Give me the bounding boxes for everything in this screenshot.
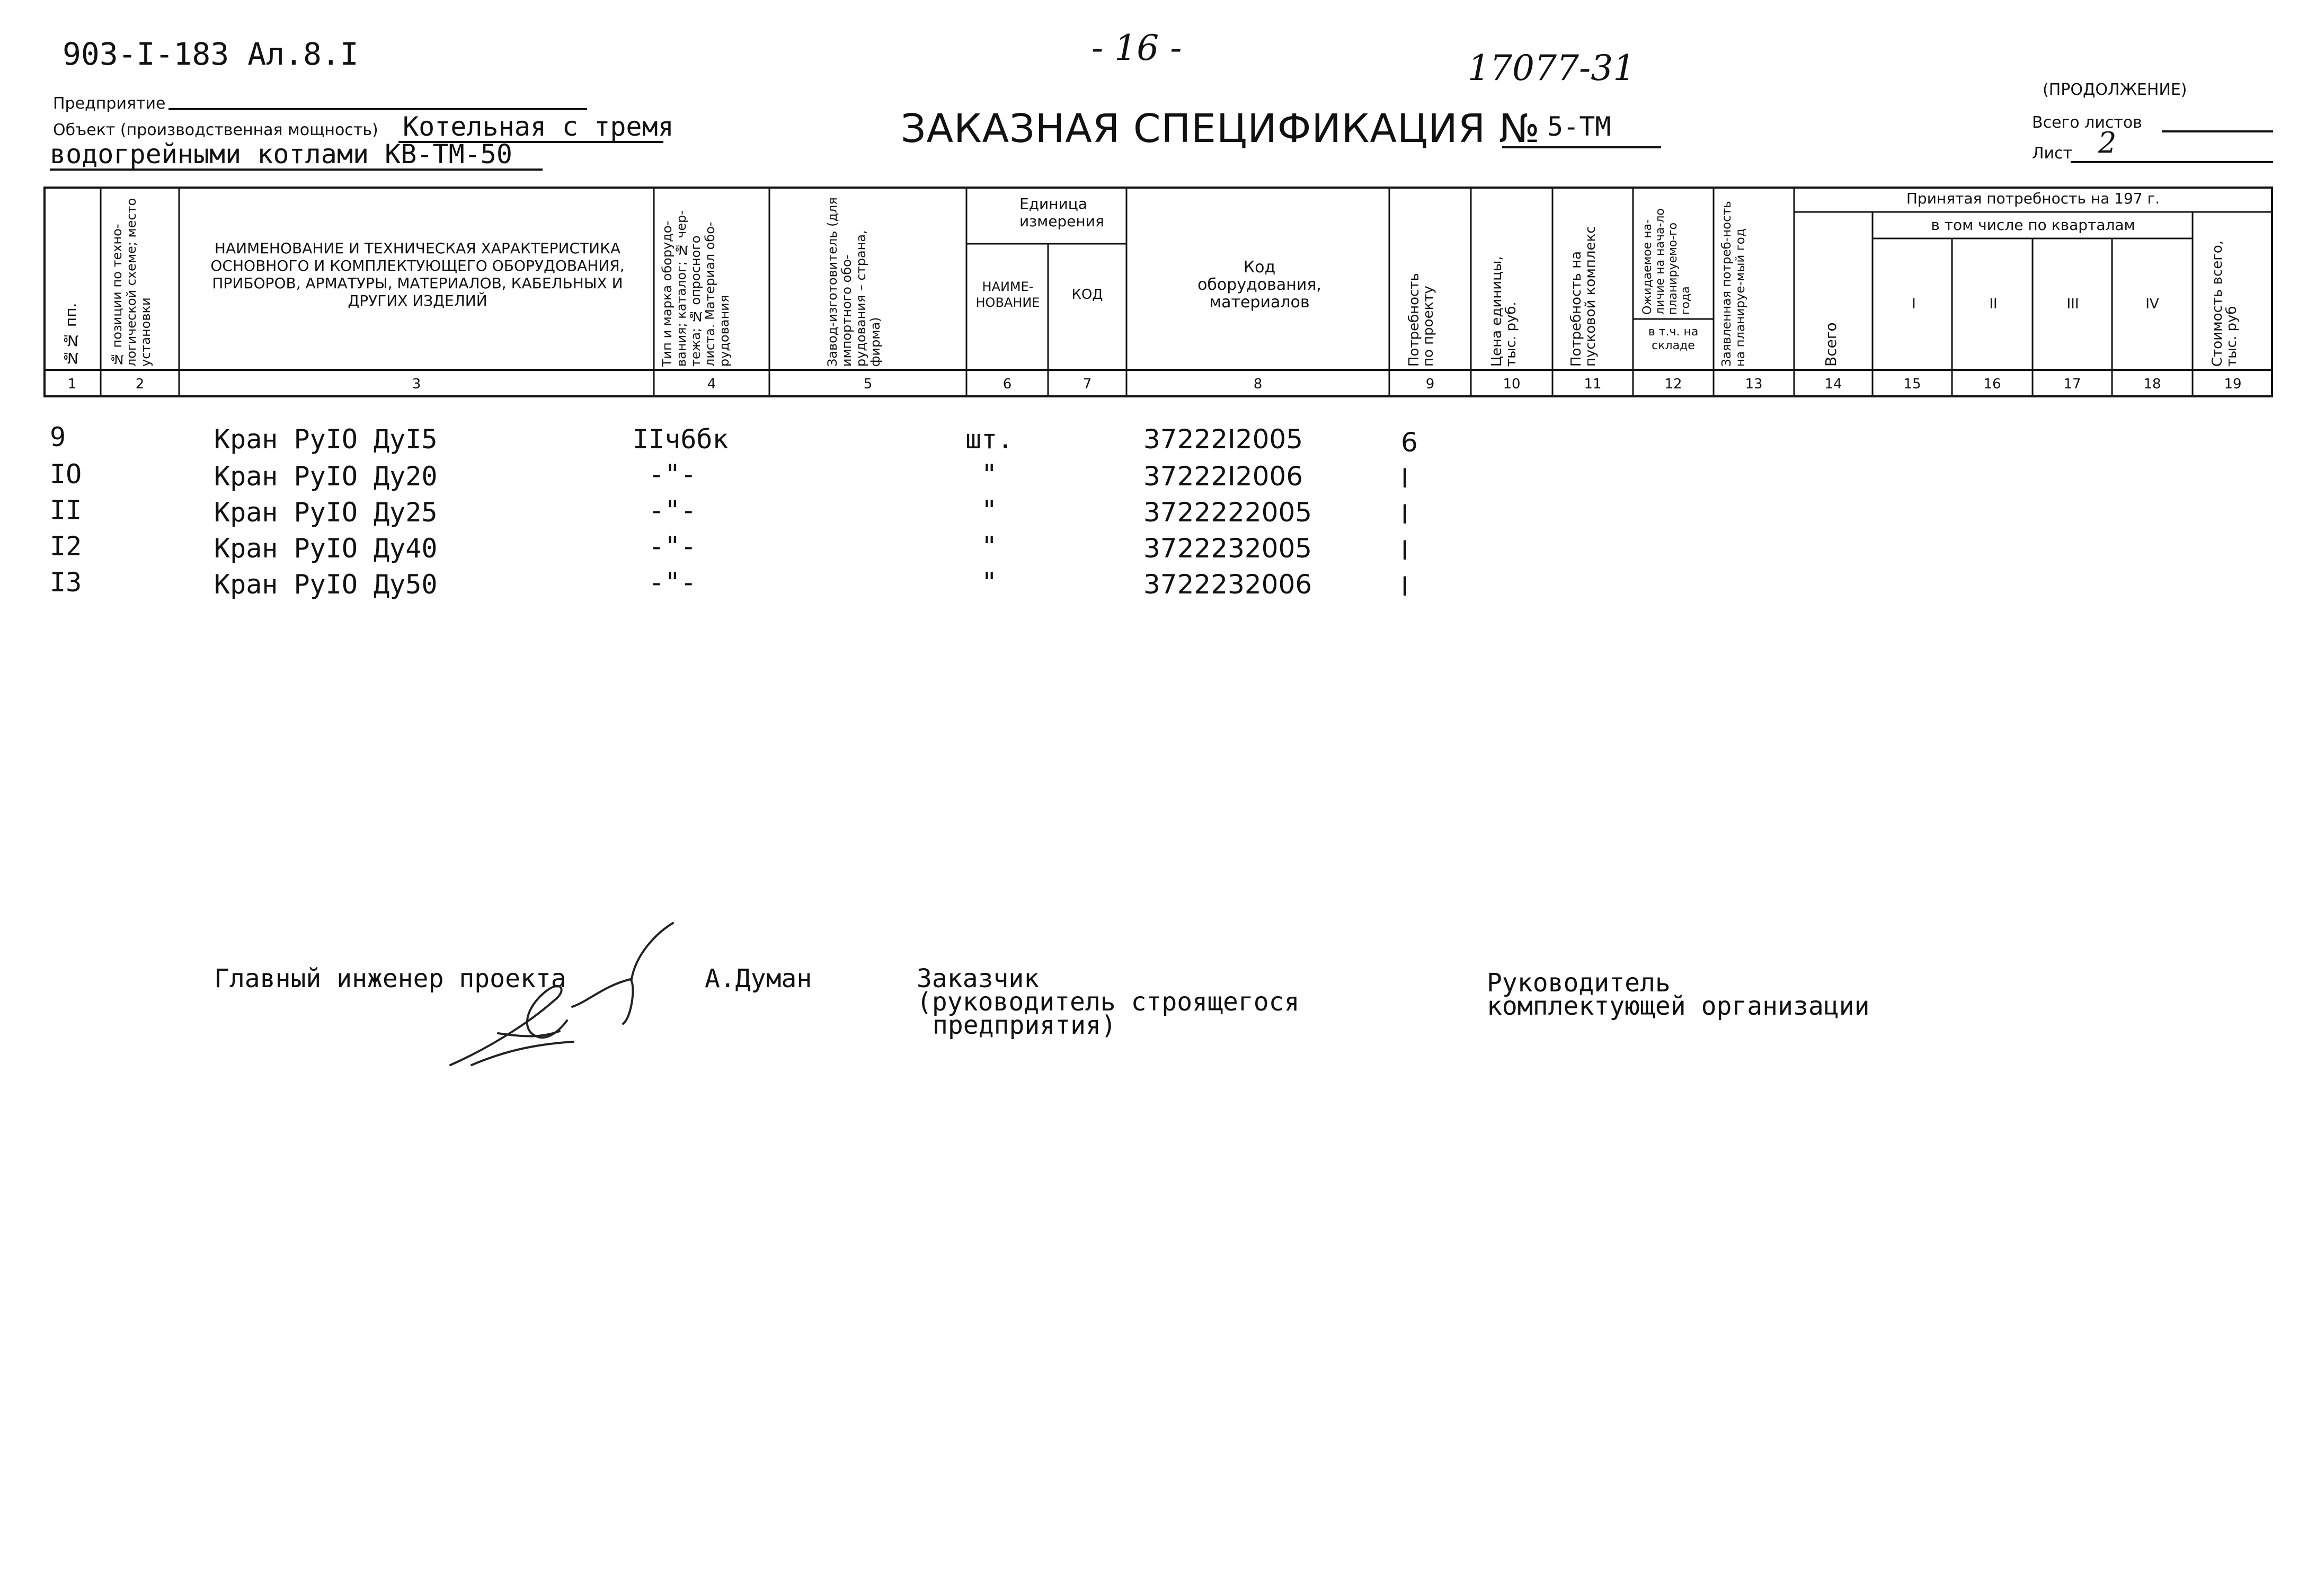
supplier-label: Руководитель [1487,968,1671,998]
col-number: 9 [1425,376,1435,392]
object-label: Объект (производственная мощность) [53,121,378,139]
row-quantity: I [1401,463,1409,494]
row-unit: " [981,567,998,598]
col-header-q4: IV [2145,296,2159,312]
spec-table-header [43,187,2273,397]
row-quantity: I [1401,535,1409,566]
col-header-manufacturer: Завод-изготовитель (для импортного обо-рудования – страна, фирма) [825,197,883,367]
col-header-project-need: Потребность по проекту [1406,273,1436,367]
customer-subtitle: предприятия) [933,1010,1116,1040]
row-name: Кран РуIО Ду50 [214,569,438,600]
row-number: I2 [50,531,82,562]
row-code: 37222I2006 [1143,461,1303,492]
col-header-unit-name: НАИМЕ-НОВАНИЕ [975,279,1040,310]
col-header-accepted-group: Принятая потребность на 197 г. [1906,190,2160,207]
col-number: 14 [1824,376,1842,392]
row-type: -"- [649,459,697,490]
row-name: Кран РуIО Ду40 [214,533,438,564]
col-header-total-cost: Стоимость всего, тыс. руб [2209,240,2240,367]
row-code: 3722232006 [1143,569,1312,600]
row-type: -"- [649,495,697,526]
col-header-in-warehouse: в т.ч. на складе [1648,325,1699,352]
col-number: 10 [1503,376,1521,392]
row-name: Кран РуIО ДуI5 [214,424,438,455]
document-title: ЗАКАЗНАЯ СПЕЦИФИКАЦИЯ № [901,106,1540,152]
col-header-total: Всего [1822,322,1840,367]
col-header-name: НАИМЕНОВАНИЕ И ТЕХНИЧЕСКАЯ ХАРАКТЕРИСТИКА ОСНОВНОГО И КОМПЛЕКТУЮЩЕГО ОБОРУДОВАНИЯ, ПРИБОРОВ, АРМАТУРЫ, МАТЕРИАЛОВ, КАБЕЛЬНЫХ И ДРУГИХ ИЗДЕЛИЙ [210,240,625,309]
col-number: 18 [2143,376,2161,392]
row-type: -"- [649,567,697,598]
chief-engineer-name: А.Думан [705,964,812,994]
row-number: II [50,495,82,526]
customer-label: Заказчик [917,964,1040,994]
col-number: 4 [707,376,716,392]
object-field-line [50,169,543,171]
document-code: 903-I-183 Ал.8.I [63,36,359,72]
chief-engineer-label: Главный инженер проекта [214,964,566,994]
row-code: 37222I2005 [1143,424,1303,455]
page-number: - 16 - [1092,28,1182,68]
row-name: Кран РуIО Ду25 [214,497,438,528]
col-header-q1: I [1912,296,1916,312]
sheet-label: Лист [2032,144,2073,163]
enterprise-label: Предприятие [53,94,166,113]
col-number: 15 [1903,376,1921,392]
col-header-quarters-group: в том числе по кварталам [1931,216,2135,234]
col-header-q3: III [2066,296,2079,312]
col-header-unit-code: КОД [1071,287,1103,303]
object-name-line1: Котельная с тремя [403,111,674,142]
col-header-type: Тип и марка оборудо-вания; каталог; № чер-тежа; № опросного листа. Материал обо-рудования [660,210,732,367]
row-code: 3722232005 [1143,533,1312,564]
col-header-position: № позиции по техно-логической схеме; место установки [110,198,153,367]
sheet-value: 2 [2098,126,2117,159]
col-header-unit-price: Цена единицы, тыс. руб. [1489,256,1519,367]
col-header-startup-need: Потребность на пусковой комплекс [1568,226,1599,367]
col-number: 5 [863,376,873,392]
row-quantity: I [1401,571,1409,602]
row-number: 9 [50,422,66,453]
col-number: 6 [1002,376,1012,392]
col-header-q2: II [1989,296,1998,312]
object-name-line2: водогрейными котлами КВ-ТМ-50 [50,139,512,170]
spec-number-line [1502,146,1661,148]
spec-number: 5-ТМ [1547,111,1611,142]
row-unit: " [981,459,998,490]
row-quantity: I [1401,499,1409,530]
row-unit: " [981,495,998,526]
col-number: 1 [67,376,77,392]
row-number: IO [50,459,82,490]
row-quantity: 6 [1401,427,1418,458]
col-number: 16 [1983,376,2001,392]
col-header-number: №№ пп. [62,303,79,367]
sheet-line [2071,161,2273,163]
row-name: Кран РуIО Ду20 [214,461,438,492]
row-unit: шт. [965,424,1014,455]
col-header-declared-need: Заявленная потреб-ность на планируе-мый год [1720,201,1747,367]
col-header-expected-stock: Ожидаемое на-личие на нача-ло планируемо-го года [1641,208,1692,315]
col-number: 19 [2224,376,2242,392]
row-type: IIч6бк [633,424,729,455]
row-unit: " [981,531,998,562]
col-header-equipment-code: Код оборудования, материалов [1197,258,1321,312]
row-code: 3722222005 [1143,497,1312,528]
col-number: 8 [1253,376,1263,392]
enterprise-field-line [168,108,587,110]
customer-subtitle: (руководитель строящегося [917,987,1300,1017]
col-number: 17 [2063,376,2081,392]
col-number: 12 [1664,376,1682,392]
row-number: I3 [50,567,82,598]
col-header-unit-group: Единица измерения [1019,195,1104,230]
col-number: 13 [1745,376,1763,392]
signature [434,911,689,1070]
supplier-label: комплектующей организации [1487,991,1870,1021]
col-number: 3 [412,376,421,392]
total-sheets-label: Всего листов [2032,113,2142,132]
row-type: -"- [649,531,697,562]
col-number: 7 [1082,376,1092,392]
col-number: 11 [1584,376,1602,392]
total-sheets-line [2162,130,2273,132]
continuation-label: (ПРОДОЛЖЕНИЕ) [2043,81,2187,99]
archive-number: 17077-31 [1468,48,1636,88]
col-number: 2 [135,376,145,392]
